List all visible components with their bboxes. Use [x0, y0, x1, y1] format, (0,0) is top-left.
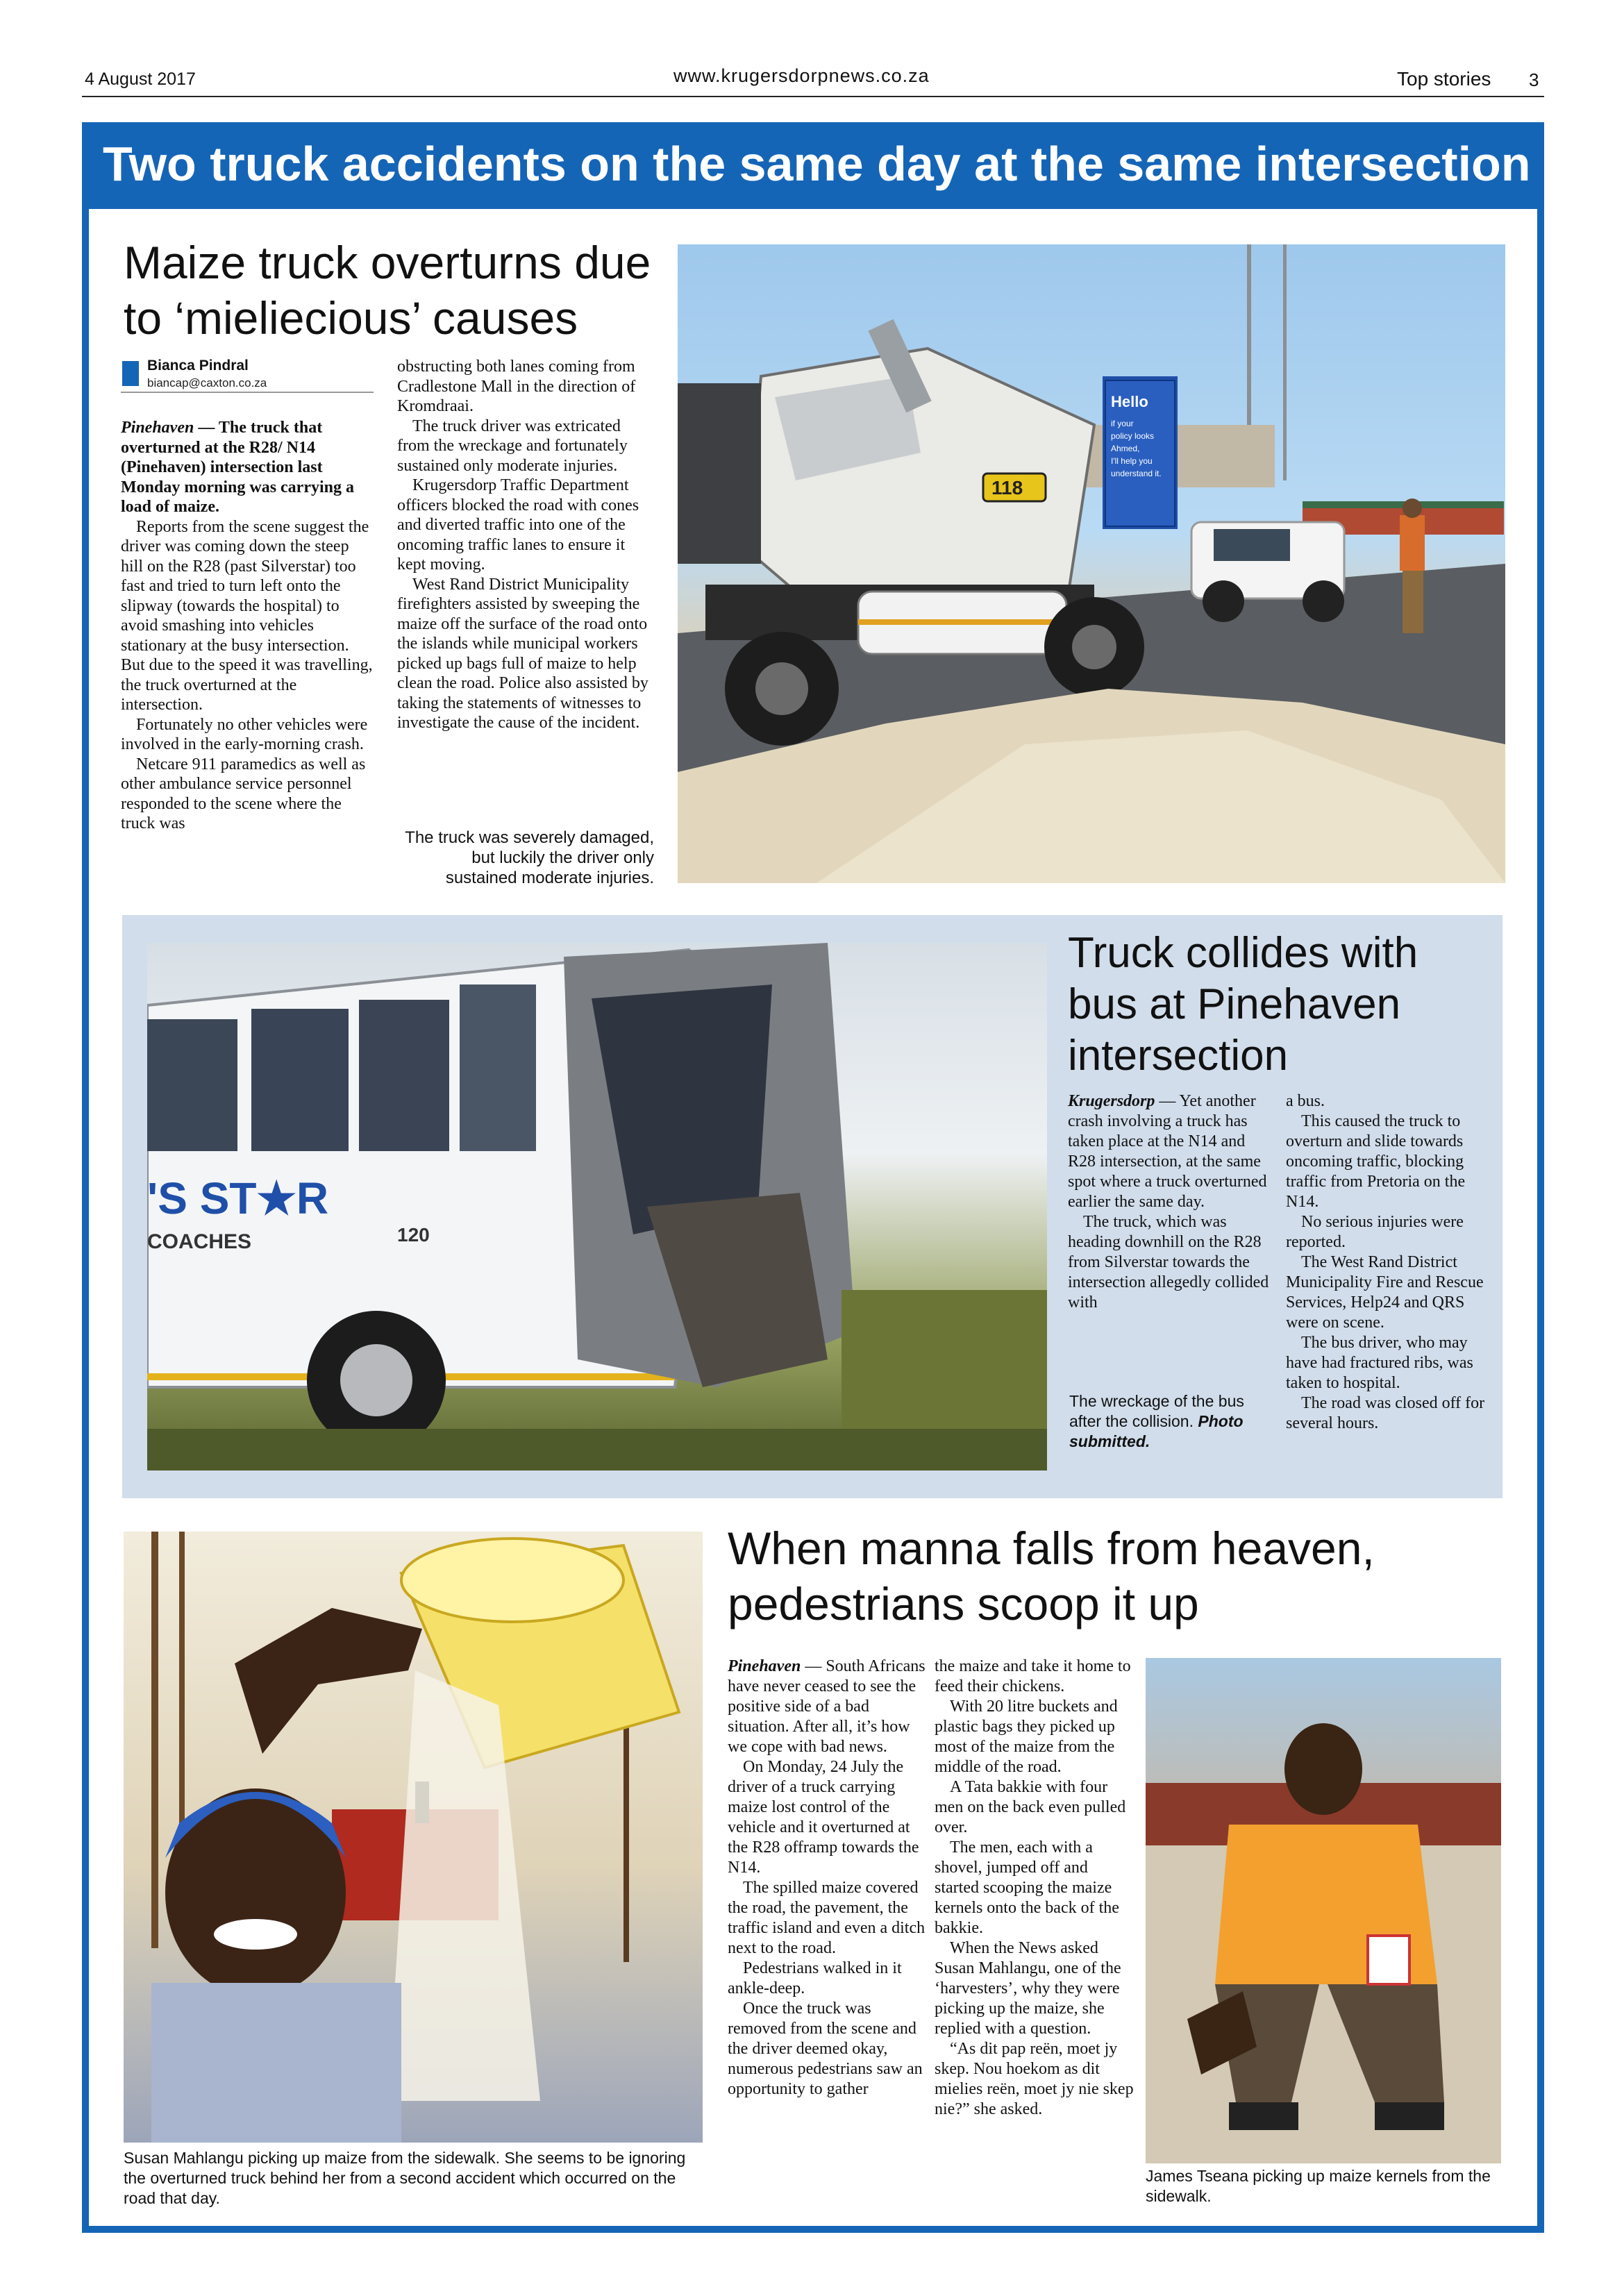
- paragraph: obstructing both lanes coming from Cradlestone Mall in the direction of Kromdraai.: [397, 358, 636, 415]
- story3-lead-place: Pinehaven: [728, 1657, 801, 1675]
- paragraph: Reports from the scene suggest the driver was coming down the steep hill on the R28 (past Silverstar) too fast and tried to turn left onto the slipway (towards the hospital) to avoid smashing into vehicles stationary at the busy intersection. But due to the speed it was travelling, the truck overturned at the intersection.: [121, 517, 373, 714]
- paragraph: The truck driver was extricated from the wreckage and fortunately sustained only moderate injuries.: [397, 417, 628, 475]
- byline-marker: [122, 361, 139, 386]
- paragraph: Krugersdorp Traffic Department officers blocked the road with cones and diverted traffic into one of the oncoming traffic lanes to ensure it kept moving.: [397, 476, 639, 573]
- story3-column-2: [935, 1657, 1136, 2120]
- photo-credit: Photo submitted.: [1069, 1412, 1244, 1450]
- svg-text:I'll help you: I'll help you: [1111, 456, 1153, 466]
- paragraph: The road was closed off for several hours.: [1286, 1394, 1485, 1432]
- svg-text:120: 120: [397, 1224, 430, 1246]
- svg-text:118: 118: [991, 477, 1023, 498]
- story2-lead: [1068, 1091, 1269, 1212]
- overturned-truck-photo: [678, 244, 1505, 883]
- story1-column-1: [121, 418, 375, 834]
- story1-headline: Maize truck overturns due to ‘mieliecious’ causes: [124, 237, 651, 344]
- svg-text:if your: if your: [1111, 419, 1134, 428]
- story2-column-2: [1286, 1091, 1491, 1434]
- paragraph: “As dit pap reën, moet jy skep. Nou hoekom as dit mielies reën, moet jy nie skep nie?” she asked.: [935, 2040, 1134, 2118]
- byline-name: Bianca Pindral: [147, 358, 249, 374]
- story2-headline: Truck collides with bus at Pinehaven intersection: [1068, 929, 1418, 1080]
- man-with-maize-illustration: [1146, 1658, 1501, 2163]
- story1-lead-text: — The truck that overturned at the R28/ N14 (Pinehaven) intersection last Monday morning was carrying a load of maize.: [121, 419, 354, 516]
- story2-lead-place: Krugersdorp: [1068, 1092, 1155, 1110]
- svg-text:COACHES: COACHES: [147, 1230, 252, 1253]
- paragraph: Fortunately no other vehicles were involved in the early-morning crash.: [121, 715, 368, 753]
- story3-lead: [728, 1657, 929, 1757]
- susan-photo-caption: Susan Mahlangu picking up maize from the sidewalk. She seems to be ignoring the overturned truck behind her from a second accident which occurred on the road that day.: [124, 2149, 686, 2207]
- paragraph: When the News asked Susan Mahlangu, one of the ‘harvesters’, why they were picking up the maize, she replied with a question.: [935, 1939, 1121, 2038]
- story1-lead-place: Pinehaven: [121, 419, 194, 437]
- paragraph: West Rand District Municipality firefighters assisted by sweeping the maize off the surface of the road onto the islands while municipal workers picked up bags full of maize to help clean the road. Police also assisted by taking the statements of witnesses to investigate the cause of the incident.: [397, 575, 648, 732]
- woman-with-bucket-illustration: [124, 1532, 703, 2143]
- paragraph: On Monday, 24 July the driver of a truck carrying maize lost control of the vehicle and it overturned at the R28 offramp towards the N14.: [728, 1758, 919, 1877]
- story3-column-1: [728, 1657, 929, 2100]
- paragraph: Pedestrians walked in it ankle-deep.: [728, 1959, 902, 1997]
- james-tseana-photo: [1146, 1658, 1501, 2163]
- header-rule: [82, 96, 1544, 97]
- paragraph: The bus driver, who may have had fractured ribs, was taken to hospital.: [1286, 1334, 1473, 1392]
- bus-wreckage-illustration: [147, 943, 1047, 1470]
- svg-text:policy looks: policy looks: [1111, 431, 1155, 441]
- website-url[interactable]: www.krugersdorpnews.co.za: [673, 65, 930, 86]
- banner-title: Two truck accidents on the same day at the same intersection: [103, 137, 1531, 191]
- paragraph: With 20 litre buckets and plastic bags they picked up most of the maize from the middle of the road.: [935, 1698, 1118, 1776]
- story2-lead-text: — Yet another crash involving a truck has taken place at the N14 and R28 intersection, at the same spot where a truck overturned earlier the same day.: [1068, 1092, 1267, 1211]
- story1-photo-caption: The truck was severely damaged, but luckily the driver only sustained moderate injuries.: [405, 828, 654, 887]
- story3-headline: When manna falls from heaven, pedestrians scoop it up: [728, 1523, 1375, 1629]
- paragraph: No serious injuries were reported.: [1286, 1213, 1464, 1251]
- issue-date: 4 August 2017: [85, 69, 196, 89]
- paragraph: The West Rand District Municipality Fire and Rescue Services, Help24 and QRS were on scene.: [1286, 1253, 1484, 1332]
- svg-text:Hello: Hello: [1111, 393, 1148, 410]
- story2-photo-caption: [1069, 1391, 1257, 1452]
- paragraph: This caused the truck to overturn and slide towards oncoming traffic, blocking traffic from Pretoria on the N14.: [1286, 1112, 1466, 1211]
- paragraph: A Tata bakkie with four men on the back even pulled over.: [935, 1778, 1126, 1836]
- overturned-truck-illustration: [678, 244, 1505, 883]
- byline-email[interactable]: biancap@caxton.co.za: [147, 376, 267, 389]
- story1-lead: [121, 418, 375, 517]
- section-name: Top stories: [1397, 68, 1491, 90]
- paragraph: the maize and take it home to feed their chickens.: [935, 1657, 1131, 1695]
- page-number: 3: [1529, 69, 1539, 90]
- paragraph: a bus.: [1286, 1092, 1325, 1110]
- paragraph: The men, each with a shovel, jumped off and started scooping the maize kernels onto the back of the bakkie.: [935, 1838, 1119, 1937]
- paragraph: The truck, which was heading downhill on the R28 from Silverstar towards the intersection allegedly collided with: [1068, 1213, 1269, 1312]
- svg-text:'S ST★R: 'S ST★R: [147, 1173, 329, 1223]
- james-photo-caption: James Tseana picking up maize kernels from the sidewalk.: [1146, 2167, 1491, 2205]
- story2-caption-text: The wreckage of the bus after the collision.: [1069, 1392, 1244, 1430]
- story1-column-2: [397, 357, 654, 733]
- story2-column-1: [1068, 1091, 1269, 1313]
- paragraph: Once the truck was removed from the scene and the driver deemed okay, numerous pedestrians saw an opportunity to gather: [728, 2000, 923, 2098]
- paragraph: Netcare 911 paramedics as well as other ambulance service personnel responded to the scene where the truck was: [121, 755, 366, 832]
- paragraph: The spilled maize covered the road, the pavement, the traffic island and even a ditch next to the road.: [728, 1879, 926, 1957]
- bus-wreckage-photo: [147, 943, 1047, 1470]
- story3-lead-text: — South Africans have never ceased to see the positive side of a bad situation. After all, it’s how we cope with bad news.: [728, 1657, 926, 1756]
- svg-text:understand it.: understand it.: [1111, 469, 1162, 478]
- susan-mahlangu-photo: [124, 1532, 703, 2143]
- svg-text:Ahmed,: Ahmed,: [1111, 444, 1140, 453]
